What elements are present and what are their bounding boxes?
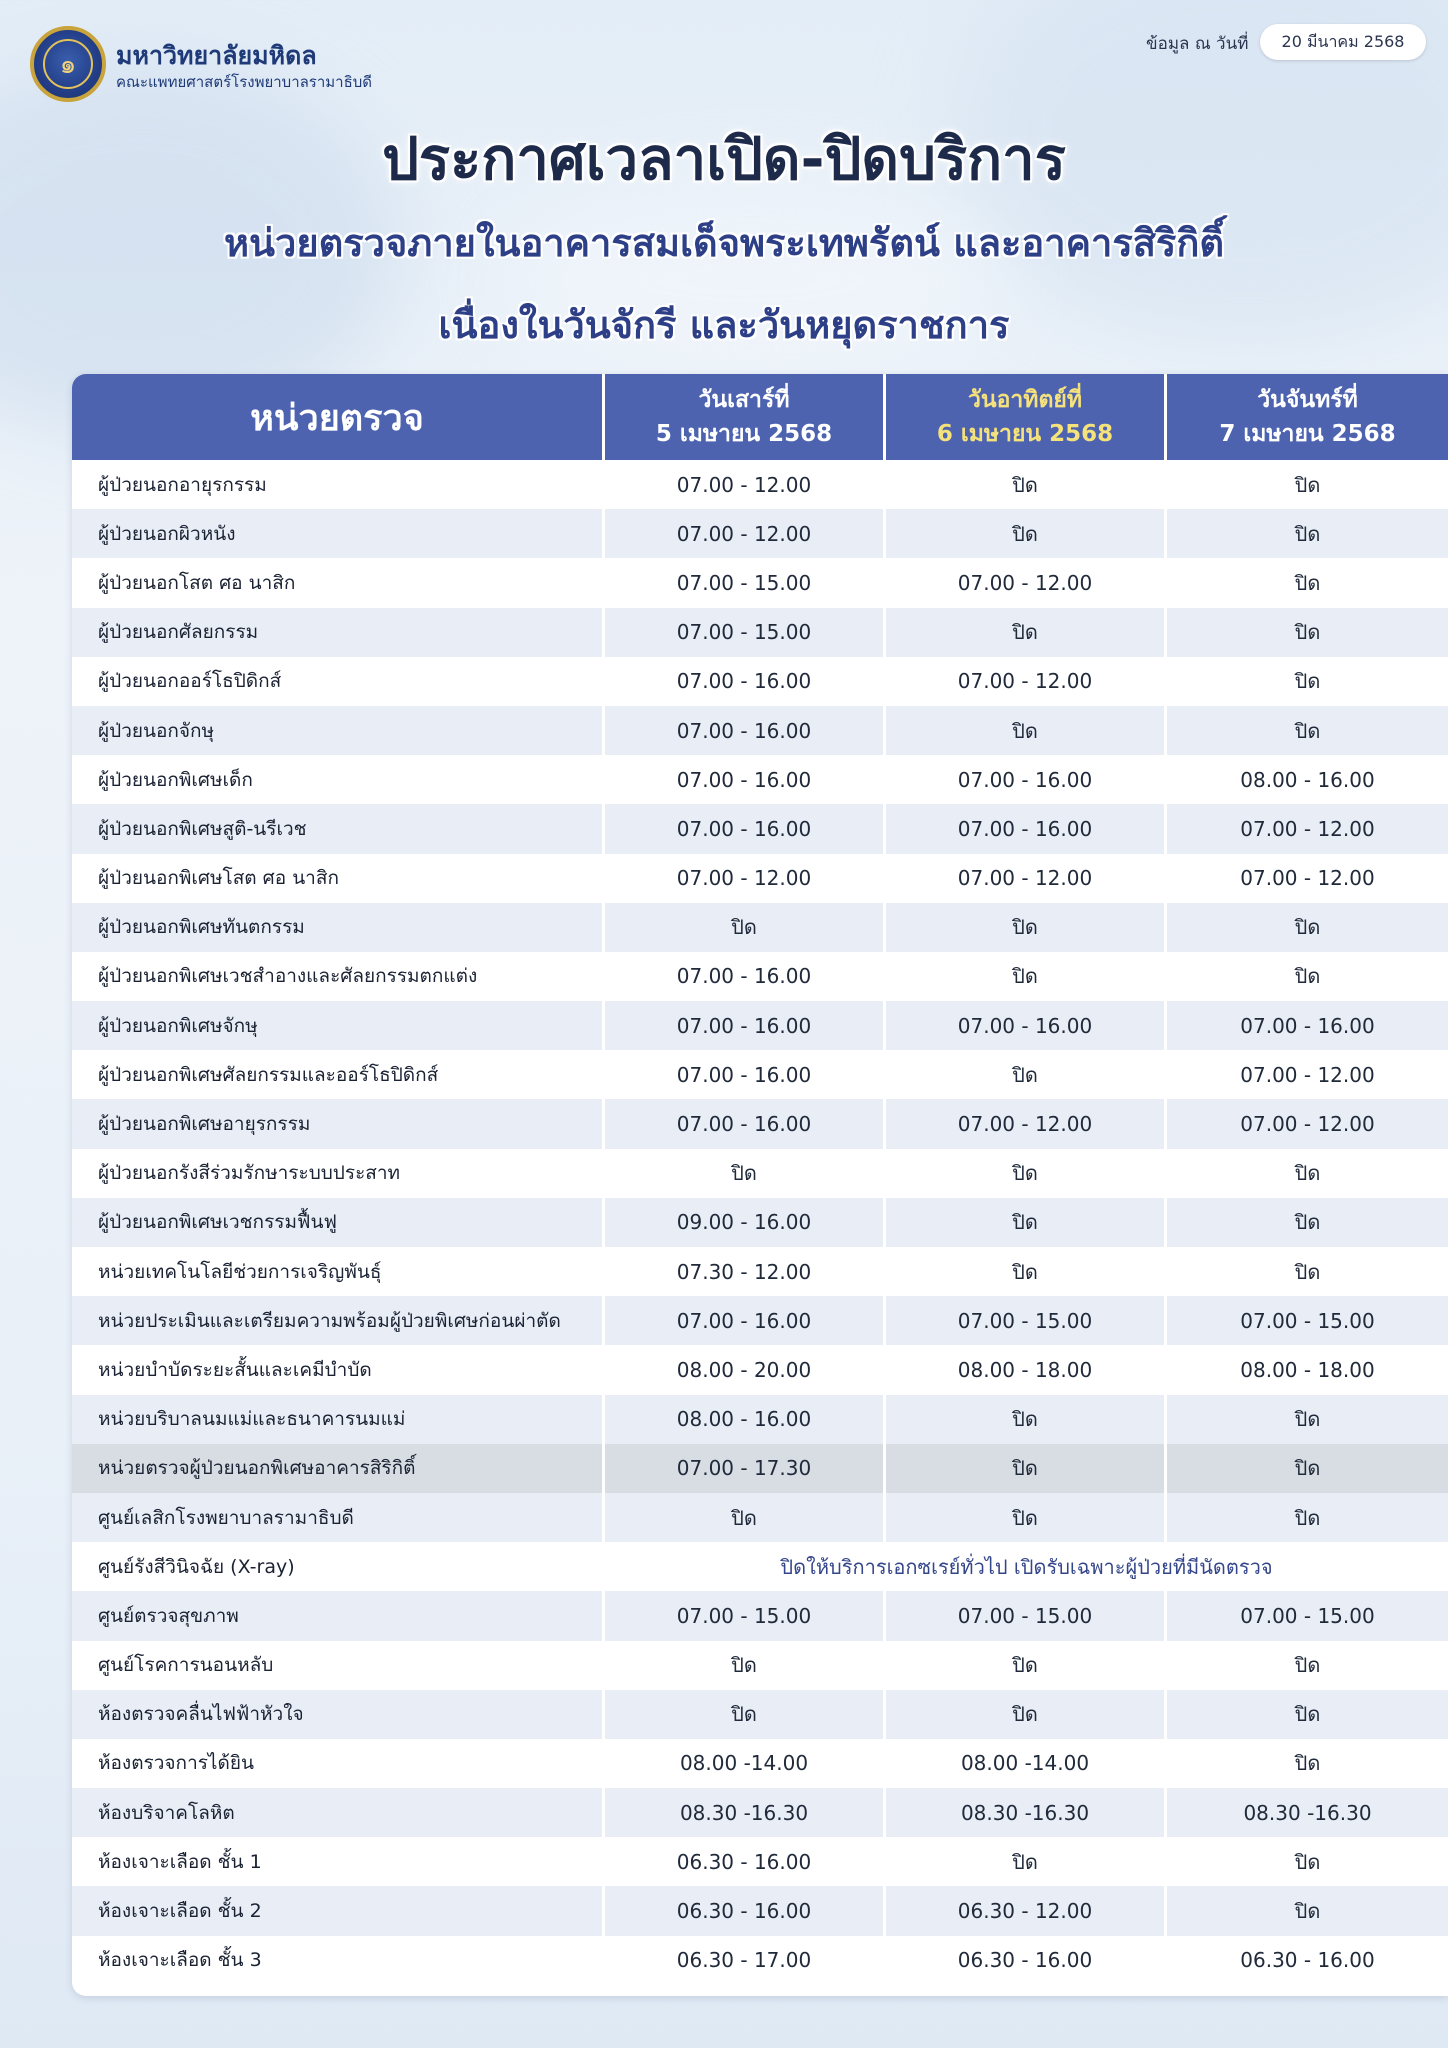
header-day-name: วันเสาร์ที่	[698, 387, 790, 413]
unit-name: ห้องเจาะเลือด ชั้น 2	[72, 1886, 605, 1935]
unit-name: ผู้ป่วยนอกพิเศษสูติ-นรีเวช	[72, 804, 605, 853]
hours-cell-monday: 07.00 - 15.00	[1240, 1308, 1375, 1333]
unit-name: ศูนย์ตรวจสุขภาพ	[72, 1591, 605, 1640]
university-seal-icon	[30, 26, 106, 102]
table-row	[72, 1493, 1448, 1542]
hours-cell-monday: ปิด	[1294, 1505, 1321, 1530]
hours-cell-monday: 07.00 - 12.00	[1240, 1112, 1375, 1137]
table-row	[72, 608, 1448, 657]
header-day-monday	[1167, 374, 1448, 460]
hours-cell-monday: ปิด	[1294, 1210, 1321, 1235]
page-subtitle: หน่วยตรวจภายในอาคารสมเด็จพระเทพรัตน์ และอาคารสิริกิติ์	[223, 221, 1225, 265]
hours-cell-saturday: 06.30 - 17.00	[605, 1936, 886, 1985]
header-day-saturday	[605, 374, 886, 460]
hours-cell-sunday: 08.00 - 18.00	[886, 1345, 1167, 1394]
unit-name: หน่วยบำบัดระยะสั้นและเคมีบำบัด	[72, 1345, 605, 1394]
table-row	[72, 854, 1448, 903]
table-row	[72, 1444, 1448, 1493]
unit-name: ศูนย์รังสีวินิจฉัย (X-ray)	[72, 1542, 605, 1591]
table-row	[72, 1542, 1448, 1591]
table-row	[72, 1591, 1448, 1640]
unit-name: ห้องตรวจการได้ยิน	[72, 1739, 605, 1788]
hours-cell-monday: ปิด	[1294, 1259, 1321, 1284]
hours-cell-sunday: 08.30 -16.30	[886, 1788, 1167, 1837]
hours-cell-saturday: ปิด	[605, 1493, 886, 1542]
hours-cell-saturday: 06.30 - 16.00	[605, 1837, 886, 1886]
table-header	[72, 374, 1448, 460]
table-row	[72, 509, 1448, 558]
table-row	[72, 1050, 1448, 1099]
unit-name: หน่วยบริบาลนมแม่และธนาคารนมแม่	[72, 1395, 605, 1444]
unit-name: ผู้ป่วยนอกอายุรกรรม	[72, 460, 605, 509]
seal-glyph: ๑	[43, 39, 93, 89]
hours-cell-monday: 08.30 -16.30	[1243, 1800, 1372, 1825]
header-unit	[72, 374, 605, 460]
unit-name: ผู้ป่วยนอกพิเศษทันตกรรม	[72, 903, 605, 952]
hours-cell-sunday: 07.00 - 12.00	[886, 1099, 1167, 1148]
table-row	[72, 1296, 1448, 1345]
table-row	[72, 1001, 1448, 1050]
hours-cell-sunday: ปิด	[886, 903, 1167, 952]
hours-cell-sunday: 07.00 - 12.00	[886, 657, 1167, 706]
page-title: ประกาศเวลาเปิด-ปิดบริการ	[382, 125, 1066, 193]
hours-cell-monday: ปิด	[1294, 1653, 1321, 1678]
hours-cell-monday: ปิด	[1294, 669, 1321, 694]
hours-cell-saturday: 09.00 - 16.00	[605, 1198, 886, 1247]
university-name: มหาวิทยาลัยมหิดล	[116, 41, 317, 70]
hours-cell-monday: 06.30 - 16.00	[1240, 1948, 1375, 1973]
hours-cell-saturday: 07.30 - 12.00	[605, 1247, 886, 1296]
unit-name: ห้องบริจาคโลหิต	[72, 1788, 605, 1837]
unit-name: ห้องเจาะเลือด ชั้น 1	[72, 1837, 605, 1886]
hours-cell-sunday: 07.00 - 15.00	[886, 1591, 1167, 1640]
table-row	[72, 1739, 1448, 1788]
header-day-name: วันอาทิตย์ที่	[967, 387, 1083, 413]
date-label: ข้อมูล ณ วันที่	[1146, 34, 1249, 54]
hours-cell-sunday: ปิด	[886, 1395, 1167, 1444]
unit-name: ห้องเจาะเลือด ชั้น 3	[72, 1936, 605, 1985]
hours-cell-monday: 07.00 - 12.00	[1240, 866, 1375, 891]
hours-cell-monday: 07.00 - 15.00	[1240, 1603, 1375, 1628]
hours-cell-monday: ปิด	[1294, 521, 1321, 546]
unit-name: ผู้ป่วยนอกพิเศษเวชสำอางและศัลยกรรมตกแต่ง	[72, 952, 605, 1001]
hours-cell-monday: ปิด	[1294, 570, 1321, 595]
header-day-date: 5 เมษายน 2568	[655, 421, 833, 447]
hours-cell-saturday: 07.00 - 15.00	[605, 558, 886, 607]
hours-cell-monday: ปิด	[1294, 620, 1321, 645]
hours-cell-sunday: 06.30 - 16.00	[886, 1936, 1167, 1985]
hours-cell-sunday: ปิด	[886, 1149, 1167, 1198]
hours-cell-saturday: ปิด	[605, 903, 886, 952]
hours-cell-monday: 07.00 - 16.00	[1240, 1013, 1375, 1038]
hours-cell-monday: ปิด	[1294, 718, 1321, 743]
hours-cell-sunday: 06.30 - 12.00	[886, 1886, 1167, 1935]
hours-cell-saturday: 07.00 - 16.00	[605, 706, 886, 755]
unit-name: ห้องตรวจคลื่นไฟฟ้าหัวใจ	[72, 1690, 605, 1739]
hours-cell-saturday: 08.00 - 20.00	[605, 1345, 886, 1394]
table-row	[72, 706, 1448, 755]
hours-cell-saturday: 08.00 -14.00	[605, 1739, 886, 1788]
table-row	[72, 804, 1448, 853]
hours-cell-saturday: 07.00 - 16.00	[605, 952, 886, 1001]
hours-cell-sunday: ปิด	[886, 1837, 1167, 1886]
table-row	[72, 1788, 1448, 1837]
table-row	[72, 1149, 1448, 1198]
hours-cell-sunday: 07.00 - 12.00	[886, 558, 1167, 607]
table-row	[72, 1247, 1448, 1296]
hours-cell-saturday: 07.00 - 16.00	[605, 1050, 886, 1099]
hours-cell-sunday: 07.00 - 15.00	[886, 1296, 1167, 1345]
unit-name: ผู้ป่วยนอกพิเศษเวชกรรมฟื้นฟู	[72, 1198, 605, 1247]
table-row	[72, 657, 1448, 706]
date-badge: 20 มีนาคม 2568	[1260, 24, 1426, 60]
unit-name: ผู้ป่วยนอกศัลยกรรม	[72, 608, 605, 657]
header-unit-label: หน่วยตรวจ	[250, 397, 424, 439]
table-row	[72, 1641, 1448, 1690]
hours-cell-saturday: 06.30 - 16.00	[605, 1886, 886, 1935]
table-row	[72, 1395, 1448, 1444]
hours-cell-saturday: 07.00 - 16.00	[605, 755, 886, 804]
faculty-name: คณะแพทยศาสตร์โรงพยาบาลรามาธิบดี	[116, 73, 373, 91]
unit-name: ผู้ป่วยนอกพิเศษเด็ก	[72, 755, 605, 804]
unit-name: ผู้ป่วยนอกจักษุ	[72, 706, 605, 755]
header-day-date: 6 เมษายน 2568	[936, 421, 1114, 447]
table-row	[72, 1099, 1448, 1148]
table-row	[72, 1936, 1448, 1985]
hours-cell-saturday: 07.00 - 12.00	[605, 460, 886, 509]
hours-cell-sunday: ปิด	[886, 952, 1167, 1001]
hours-cell-saturday: ปิด	[605, 1641, 886, 1690]
unit-name: ผู้ป่วยนอกผิวหนัง	[72, 509, 605, 558]
table-body	[72, 460, 1448, 1985]
unit-name: ผู้ป่วยนอกออร์โธปิดิกส์	[72, 657, 605, 706]
hours-cell-saturday: 07.00 - 16.00	[605, 804, 886, 853]
hours-cell-monday: ปิด	[1294, 1751, 1321, 1776]
hours-cell-monday: ปิด	[1294, 1849, 1321, 1874]
hours-cell-saturday: 07.00 - 16.00	[605, 1099, 886, 1148]
hours-cell-monday: ปิด	[1294, 472, 1321, 497]
hours-cell-saturday: 07.00 - 15.00	[605, 1591, 886, 1640]
table-row	[72, 1837, 1448, 1886]
hours-cell-sunday: 07.00 - 16.00	[886, 1001, 1167, 1050]
unit-name: ศูนย์โรคการนอนหลับ	[72, 1641, 605, 1690]
hours-cell-saturday: 08.30 -16.30	[605, 1788, 886, 1837]
hours-cell-saturday: 07.00 - 17.30	[605, 1444, 886, 1493]
hours-cell-sunday: ปิด	[886, 460, 1167, 509]
hours-cell-sunday: ปิด	[886, 706, 1167, 755]
header-day-sunday	[886, 374, 1167, 460]
hours-cell-monday: ปิด	[1294, 1456, 1321, 1481]
hours-cell-saturday: 07.00 - 12.00	[605, 854, 886, 903]
unit-name: ผู้ป่วยนอกพิเศษจักษุ	[72, 1001, 605, 1050]
hours-cell-sunday: ปิด	[886, 1690, 1167, 1739]
hours-cell-monday: 07.00 - 12.00	[1240, 1062, 1375, 1087]
unit-name: ผู้ป่วยนอกรังสีร่วมรักษาระบบประสาท	[72, 1149, 605, 1198]
hours-cell-saturday: ปิด	[605, 1149, 886, 1198]
hours-cell-sunday: 08.00 -14.00	[886, 1739, 1167, 1788]
header-day-date: 7 เมษายน 2568	[1219, 421, 1396, 447]
table-row	[72, 952, 1448, 1001]
hours-cell-monday: ปิด	[1294, 964, 1321, 989]
hours-cell-sunday: ปิด	[886, 1444, 1167, 1493]
hours-cell-monday: 08.00 - 18.00	[1240, 1357, 1375, 1382]
hours-cell-monday: ปิด	[1294, 1161, 1321, 1186]
unit-name: หน่วยประเมินและเตรียมความพร้อมผู้ป่วยพิเศษก่อนผ่าตัด	[72, 1296, 605, 1345]
hours-cell-saturday: 07.00 - 16.00	[605, 657, 886, 706]
hours-cell-saturday: 07.00 - 16.00	[605, 1001, 886, 1050]
hours-cell-monday: ปิด	[1294, 915, 1321, 940]
hours-cell-sunday: 07.00 - 16.00	[886, 804, 1167, 853]
hours-cell-saturday: ปิด	[605, 1690, 886, 1739]
hours-cell-saturday: 07.00 - 16.00	[605, 1296, 886, 1345]
table-row	[72, 1690, 1448, 1739]
table-row	[72, 1345, 1448, 1394]
hours-cell-saturday: 07.00 - 12.00	[605, 509, 886, 558]
table-row	[72, 1886, 1448, 1935]
hours-cell-sunday: ปิด	[886, 1050, 1167, 1099]
hours-cell-monday: ปิด	[1294, 1407, 1321, 1432]
table-row	[72, 1198, 1448, 1247]
hours-cell-monday: 07.00 - 12.00	[1240, 816, 1375, 841]
hours-cell-saturday: 08.00 - 16.00	[605, 1395, 886, 1444]
unit-name: ผู้ป่วยนอกโสต ศอ นาสิก	[72, 558, 605, 607]
hours-cell-sunday: ปิด	[886, 1198, 1167, 1247]
table-row	[72, 903, 1448, 952]
header	[0, 0, 1448, 370]
schedule-table	[72, 374, 1448, 1996]
merged-note-cell: ปิดให้บริการเอกซเรย์ทั่วไป เปิดรับเฉพาะผู้ป่วยที่มีนัดตรวจ	[780, 1554, 1273, 1579]
hours-cell-sunday: 07.00 - 12.00	[886, 854, 1167, 903]
table-row	[72, 460, 1448, 509]
unit-name: ศูนย์เลสิกโรงพยาบาลรามาธิบดี	[72, 1493, 605, 1542]
hours-cell-sunday: ปิด	[886, 608, 1167, 657]
unit-name: ผู้ป่วยนอกพิเศษศัลยกรรมและออร์โธปิดิกส์	[72, 1050, 605, 1099]
unit-name: หน่วยเทคโนโลยีช่วยการเจริญพันธุ์	[72, 1247, 605, 1296]
hours-cell-sunday: ปิด	[886, 509, 1167, 558]
hours-cell-monday: ปิด	[1294, 1702, 1321, 1727]
hours-cell-sunday: ปิด	[886, 1247, 1167, 1296]
table-row	[72, 755, 1448, 804]
unit-name: หน่วยตรวจผู้ป่วยนอกพิเศษอาคารสิริกิติ์	[72, 1444, 605, 1493]
hours-cell-monday: 08.00 - 16.00	[1240, 767, 1375, 792]
page-subtitle-occasion: เนื่องในวันจักรี และวันหยุดราชการ	[438, 303, 1010, 347]
hours-cell-sunday: ปิด	[886, 1641, 1167, 1690]
hours-cell-sunday: 07.00 - 16.00	[886, 755, 1167, 804]
unit-name: ผู้ป่วยนอกพิเศษอายุรกรรม	[72, 1099, 605, 1148]
unit-name: ผู้ป่วยนอกพิเศษโสต ศอ นาสิก	[72, 854, 605, 903]
hours-cell-monday: ปิด	[1294, 1899, 1321, 1924]
table-row	[72, 558, 1448, 607]
hours-cell-sunday: ปิด	[886, 1493, 1167, 1542]
header-day-name: วันจันทร์ที่	[1257, 387, 1358, 413]
hours-cell-saturday: 07.00 - 15.00	[605, 608, 886, 657]
